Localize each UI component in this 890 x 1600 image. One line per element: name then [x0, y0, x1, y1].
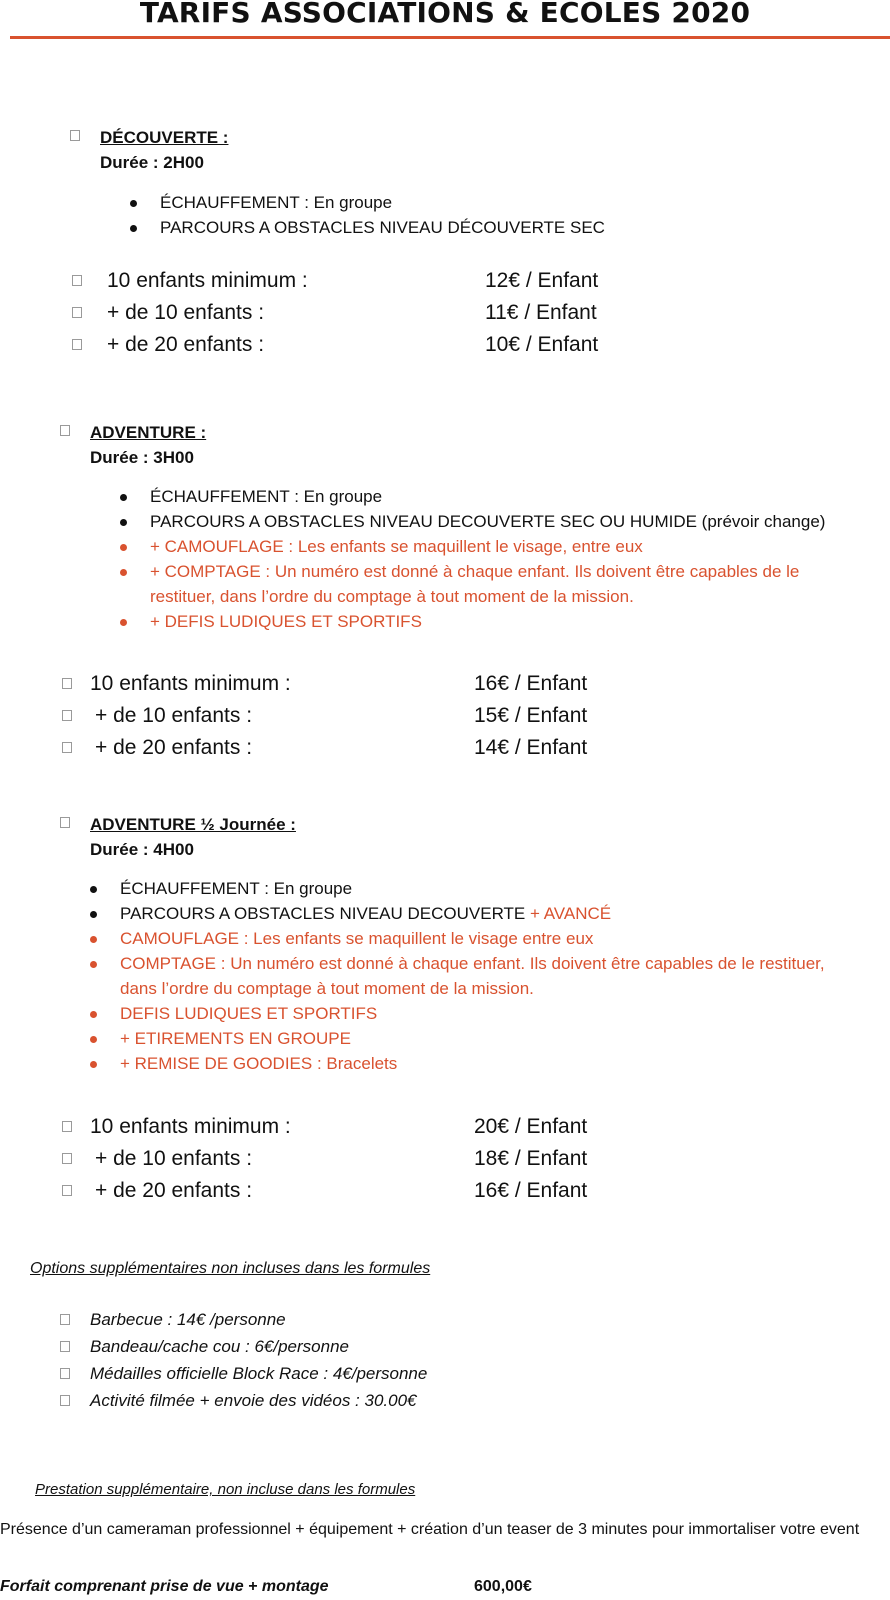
section-name: ADVENTURE ½ Journée :: [90, 815, 296, 834]
price-value: 12€ / Enfant: [485, 269, 599, 292]
option-item: [60, 1360, 760, 1387]
price-list-adventure-half-day: [62, 1111, 662, 1207]
price-list-decouverte: [72, 265, 672, 361]
price-label: 10 enfants minimum :: [90, 1115, 291, 1138]
checkbox-icon: [60, 1395, 70, 1406]
section-adventure-half-day: [60, 813, 296, 862]
feature-item: ÉCHAUFFEMENT : En groupe: [90, 876, 830, 901]
feature-item: DEFIS LUDIQUES ET SPORTIFS: [90, 1001, 830, 1026]
forfait-label: Forfait comprenant prise de vue + montage: [0, 1578, 329, 1595]
price-row: [62, 1175, 662, 1207]
checkbox-icon: [62, 678, 72, 689]
prestation-title: Prestation supplémentaire, non incluse dans les formules: [35, 1481, 416, 1498]
feature-item: PARCOURS A OBSTACLES NIVEAU DÉCOUVERTE SEC: [130, 215, 850, 240]
price-label: 10 enfants minimum :: [90, 672, 291, 695]
feature-item: [90, 901, 830, 926]
price-row: [62, 732, 662, 764]
section-duration: Durée : 4H00: [90, 840, 194, 859]
page-title: TARIFS ASSOCIATIONS & ECOLES 2020: [139, 0, 751, 29]
price-value: 20€ / Enfant: [474, 1115, 588, 1138]
feature-item: + DEFIS LUDIQUES ET SPORTIFS: [120, 609, 860, 634]
options-list: [60, 1306, 760, 1414]
forfait-value: 600,00€: [474, 1578, 532, 1595]
price-value: 10€ / Enfant: [485, 333, 599, 356]
feature-suffix: + AVANCÉ: [530, 904, 612, 923]
checkbox-icon: [60, 817, 70, 828]
section-name: DÉCOUVERTE :: [100, 128, 229, 147]
price-label: 10 enfants minimum :: [107, 269, 308, 292]
option-item: [60, 1306, 760, 1333]
feature-item: + ETIREMENTS EN GROUPE: [90, 1026, 830, 1051]
price-label: + de 20 enfants :: [107, 333, 265, 356]
feature-item: ÉCHAUFFEMENT : En groupe: [130, 190, 850, 215]
checkbox-icon: [60, 1341, 70, 1352]
checkbox-icon: [62, 742, 72, 753]
checkbox-icon: [70, 130, 80, 141]
option-item: [60, 1387, 760, 1414]
checkbox-icon: [62, 1185, 72, 1196]
section-header: [60, 421, 206, 470]
checkbox-icon: [62, 710, 72, 721]
price-value: 11€ / Enfant: [485, 301, 597, 324]
option-text: Activité filmée + envoie des vidéos : 30.00€: [90, 1391, 417, 1410]
price-row: [72, 329, 672, 361]
checkbox-icon: [72, 307, 82, 318]
option-text: Médailles officielle Block Race : 4€/personne: [90, 1364, 428, 1383]
checkbox-icon: [60, 425, 70, 436]
section-duration: Durée : 2H00: [100, 153, 204, 172]
price-list-adventure: [62, 668, 662, 764]
price-value: 16€ / Enfant: [474, 1179, 588, 1202]
price-label: + de 10 enfants :: [95, 1147, 253, 1170]
checkbox-icon: [60, 1368, 70, 1379]
price-value: 18€ / Enfant: [474, 1147, 588, 1170]
feature-item: + COMPTAGE : Un numéro est donné à chaque enfant. Ils doivent être capables de le restituer, dans l’ordre du comptage à tout moment de la mission.: [120, 559, 860, 609]
price-row: [72, 297, 672, 329]
section-header: [70, 126, 228, 175]
checkbox-icon: [72, 339, 82, 350]
price-value: 14€ / Enfant: [474, 736, 588, 759]
checkbox-icon: [60, 1314, 70, 1325]
price-value: 16€ / Enfant: [474, 672, 588, 695]
price-label: + de 10 enfants :: [107, 301, 265, 324]
feature-item: ÉCHAUFFEMENT : En groupe: [120, 484, 860, 509]
price-label: + de 10 enfants :: [95, 704, 253, 727]
price-value: 15€ / Enfant: [474, 704, 588, 727]
feature-item: CAMOUFLAGE : Les enfants se maquillent le visage entre eux: [90, 926, 830, 951]
feature-list-decouverte: [130, 190, 850, 240]
feature-item: + CAMOUFLAGE : Les enfants se maquillent le visage, entre eux: [120, 534, 860, 559]
price-label: + de 20 enfants :: [95, 1179, 253, 1202]
section-adventure: [60, 421, 206, 470]
option-text: Bandeau/cache cou : 6€/personne: [90, 1337, 349, 1356]
section-header: [60, 813, 296, 862]
title-divider: [10, 36, 890, 39]
options-title: Options supplémentaires non incluses dans les formules: [30, 1260, 431, 1277]
checkbox-icon: [62, 1153, 72, 1164]
section-name: ADVENTURE :: [90, 423, 207, 442]
section-duration: Durée : 3H00: [90, 448, 194, 467]
price-row: [72, 265, 672, 297]
price-row: [62, 1143, 662, 1175]
feature-item: + REMISE DE GOODIES : Bracelets: [90, 1051, 830, 1076]
section-decouverte: [70, 126, 228, 175]
checkbox-icon: [62, 1121, 72, 1132]
price-row: [62, 668, 662, 700]
price-row: [62, 700, 662, 732]
option-item: [60, 1333, 760, 1360]
feature-list-adventure: [120, 484, 860, 634]
feature-text: PARCOURS A OBSTACLES NIVEAU DECOUVERTE: [120, 904, 526, 923]
feature-item: PARCOURS A OBSTACLES NIVEAU DECOUVERTE SEC OU HUMIDE (prévoir change): [120, 509, 860, 534]
feature-list-adventure-half-day: [90, 876, 830, 1076]
price-row: [62, 1111, 662, 1143]
prestation-description: Présence d’un cameraman professionnel + équipement + création d’un teaser de 3 minutes pour immortaliser votre event: [0, 1521, 860, 1538]
feature-item: COMPTAGE : Un numéro est donné à chaque enfant. Ils doivent être capables de le restituer, dans l’ordre du comptage à tout moment de la mission.: [90, 951, 830, 1001]
option-text: Barbecue : 14€ /personne: [90, 1310, 286, 1329]
price-label: + de 20 enfants :: [95, 736, 253, 759]
checkbox-icon: [72, 275, 82, 286]
